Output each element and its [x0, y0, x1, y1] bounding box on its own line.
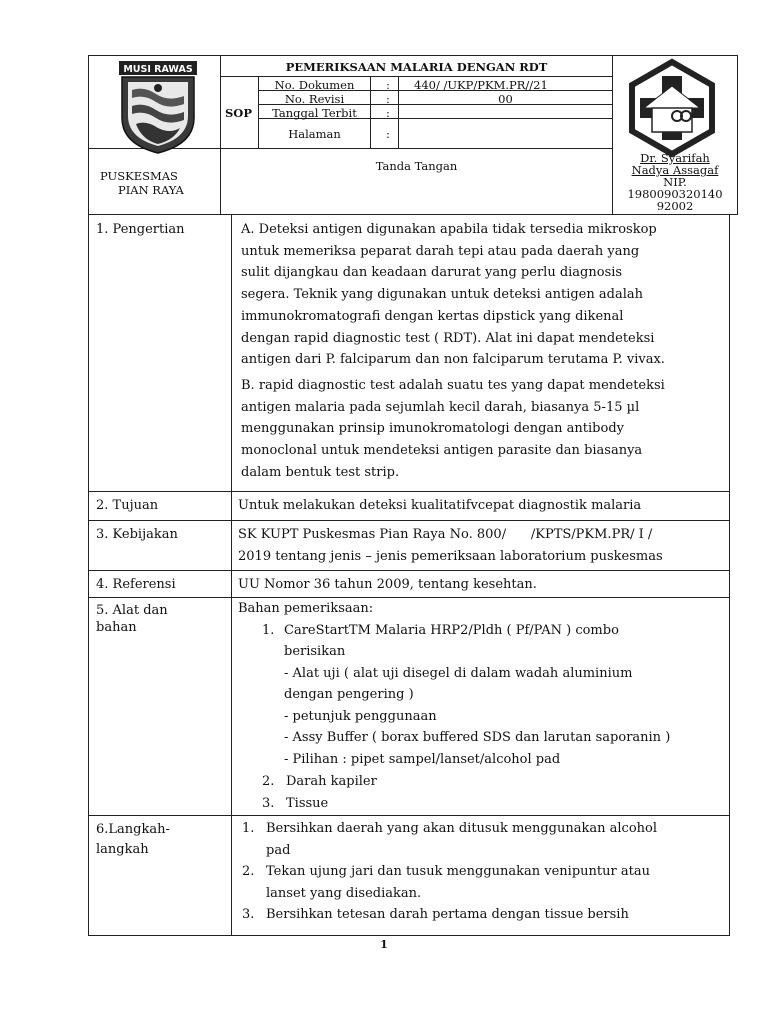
section-content-kebijakan: [238, 524, 663, 567]
institution-name: PUSKESMAS: [100, 169, 178, 183]
revision-value: 00: [498, 92, 513, 106]
text-line: Bersihkan daerah yang akan ditusuk menggunakan alcohol: [266, 821, 658, 836]
step-number: 3.: [242, 907, 255, 922]
health-center-icon: [622, 58, 722, 158]
section-label-kebijakan: 3. Kebijakan: [96, 527, 178, 542]
list-item: [238, 793, 726, 815]
section-label-pengertian: 1. Pengertian: [96, 222, 185, 237]
item-text: [284, 663, 632, 706]
section-content-referensi: UU Nomor 36 tahun 2009, tentang kesehtan.: [238, 577, 537, 592]
text-line: sulit dijangkau dan keadaan darurat yang perlu diagnosis: [241, 265, 623, 281]
revision-label: No. Revisi: [284, 92, 345, 106]
step-item: [238, 904, 726, 926]
step-text: [266, 818, 657, 861]
signature-label: Tanda Tangan: [375, 159, 458, 173]
paragraph-b: [241, 375, 727, 484]
text-line: SK KUPT Puskesmas Pian Raya No. 800/ /KPTS/PKM.PR/ I /: [238, 527, 653, 542]
signer-nip-line2: 92002: [656, 199, 694, 213]
signer-title: Dr. Syarifah: [640, 151, 710, 165]
signer-block: [613, 152, 737, 212]
step-item: [238, 818, 726, 861]
paragraph-a: [241, 219, 727, 371]
sop-label: SOP: [225, 106, 252, 120]
list-item: - Pilihan : pipet sampel/lanset/alcohol pad: [284, 752, 561, 768]
step-text: Bersihkan tetesan darah pertama dengan tissue bersih: [266, 907, 629, 922]
doc-number-sep: :: [386, 78, 390, 92]
issue-date-label: Tanggal Terbit: [272, 106, 357, 120]
musi-rawas-logo: [118, 60, 198, 154]
list-item: [238, 771, 726, 793]
doc-number-value: 440/ /UKP/PKM.PR//21: [414, 78, 548, 92]
text-line: immunokromatografi dengan kertas dipstick yang dikenal: [241, 308, 624, 324]
text-line: antigen dari P. falciparum dan non falciparum terutama P. vivax.: [241, 352, 665, 368]
text-line: menggunakan prinsip imunokromatologi dengan antibody: [241, 421, 624, 437]
text-line: - Alat uji ( alat uji disegel di dalam wadah aluminium: [284, 665, 633, 681]
page-sep: :: [386, 127, 390, 141]
step-number: 2.: [242, 864, 255, 879]
text-line: pad: [266, 842, 291, 858]
text-line: monoclonal untuk mendeteksi antigen parasite dan biasanya: [241, 443, 643, 459]
text-line: A. Deteksi antigen digunakan apabila tidak tersedia mikroskop: [241, 222, 657, 237]
list-item: - petunjuk penggunaan: [284, 708, 437, 724]
list-item: [238, 620, 726, 663]
section-label-referensi: 4. Referensi: [96, 577, 176, 592]
section-content-alat-bahan: [238, 598, 726, 815]
label-line: langkah: [96, 842, 149, 857]
section-content-langkah: [238, 818, 726, 926]
puskesmas-logo: [622, 58, 722, 158]
item-text: Tissue: [286, 795, 329, 811]
text-line: 2019 tentang jenis – jenis pemeriksaan laboratorium puskesmas: [238, 548, 663, 564]
doc-number-label: No. Dokumen: [274, 78, 355, 92]
signer-nip-label: NIP.: [663, 175, 687, 189]
text-line: B. rapid diagnostic test adalah suatu tes yang dapat mendeteksi: [241, 377, 665, 393]
text-line: antigen malaria pada sejumlah kecil darah, biasanya 5-15 µl: [241, 399, 640, 415]
document-title: PEMERIKSAAN MALARIA DENGAN RDT: [285, 60, 548, 74]
section-label-alat-bahan: [96, 602, 168, 636]
signer-nip-line1: 1980090320140: [627, 187, 723, 201]
footer-page-number: 1: [380, 938, 388, 951]
label-line: 6.Langkah-: [96, 822, 170, 837]
text-line: dengan pengering ): [284, 687, 414, 703]
section-label-tujuan: 2. Tujuan: [96, 498, 159, 513]
section-content-tujuan: Untuk melakukan deteksi kualitatifvcepat diagnostik malaria: [238, 498, 642, 513]
step-item: [238, 861, 726, 904]
intro-line: Bahan pemeriksaan:: [238, 601, 374, 616]
text-line: lanset yang disediakan.: [266, 885, 422, 901]
svg-text:MUSI RAWAS: MUSI RAWAS: [123, 64, 193, 75]
signer-name: Nadya Assagaf: [631, 163, 719, 177]
section-content-pengertian: [241, 219, 727, 483]
regional-seal-icon: [118, 60, 198, 154]
issue-date-sep: :: [386, 106, 390, 120]
text-line: segera. Teknik yang digunakan untuk deteksi antigen adalah: [241, 287, 643, 303]
text-line: untuk memeriksa peparat darah tepi atau pada daerah yang: [241, 243, 640, 259]
list-item: - Assy Buffer ( borax buffered SDS dan larutan saporanin ): [284, 730, 671, 746]
item-text: Darah kapiler: [286, 773, 377, 789]
step-text: [266, 861, 650, 904]
page-label: Halaman: [288, 127, 341, 141]
institution-location: PIAN RAYA: [118, 183, 184, 197]
label-line: 5. Alat dan: [96, 603, 168, 618]
item-number: 3.: [262, 795, 275, 811]
text-line: Tekan ujung jari dan tusuk menggunakan venipuntur atau: [266, 864, 650, 879]
text-line: dalam bentuk test strip.: [241, 464, 400, 480]
item-text: [284, 620, 619, 663]
text-line: CareStartTM Malaria HRP2/Pldh ( Pf/PAN ) combo: [284, 622, 619, 638]
text-line: berisikan: [284, 644, 346, 660]
revision-sep: :: [386, 92, 390, 106]
label-line: bahan: [96, 620, 137, 635]
list-item: [238, 663, 726, 706]
item-number: 2.: [262, 773, 275, 789]
item-number: 1.: [262, 622, 275, 638]
text-line: dengan rapid diagnostic test ( RDT). Alat ini dapat mendeteksi: [241, 330, 655, 346]
section-label-langkah: [96, 820, 170, 860]
step-number: 1.: [242, 821, 255, 836]
